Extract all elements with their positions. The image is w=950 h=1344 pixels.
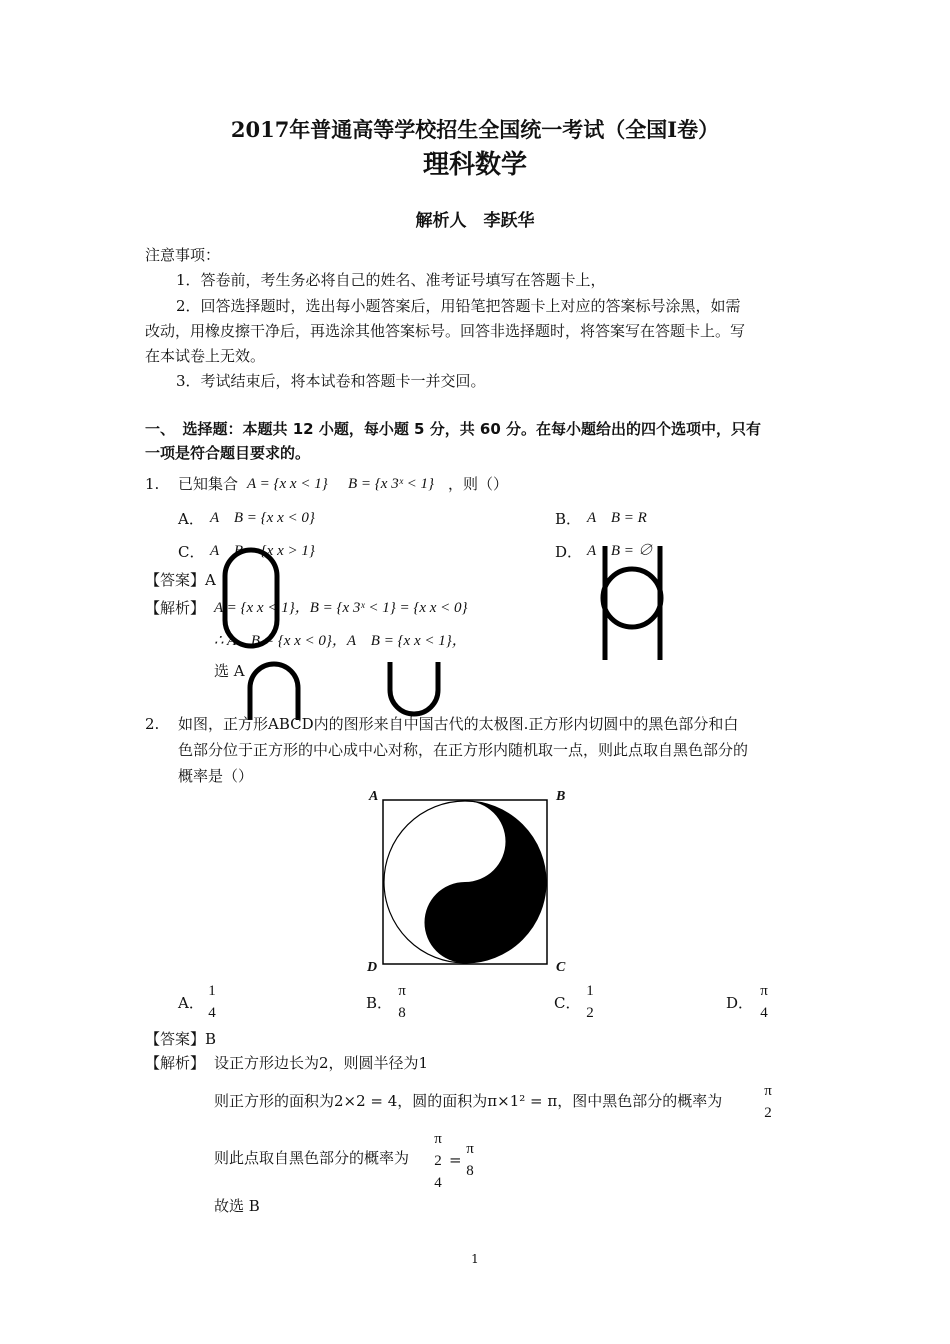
fraction-numerator: π [466, 1141, 474, 1157]
corner-label-d: D [367, 960, 378, 975]
q2-stem-line: 如图，正方形ABCD内的图形来自中国古代的太极图.正方形内切圆中的黑色部分和白 [178, 715, 739, 733]
q2-stem-line: 概率是（） [178, 767, 254, 785]
q2-option-b-label: B． [366, 994, 393, 1012]
page-number: 1 [471, 1252, 479, 1266]
taiji-white-dot [455, 831, 475, 851]
q1-option-d: A B = ∅ [587, 543, 653, 559]
fraction-denominator: 8 [398, 1005, 406, 1021]
q1-option-a: A B = {x x < 0} [210, 510, 315, 526]
q2-compound-fraction [430, 1128, 446, 1194]
section-heading-cont: 一项是符合题目要求的。 [145, 444, 311, 462]
section-heading: 一、 选择题：本题共 12 小题，每小题 5 分，共 60 分。在每小题给出的四个选项中，只有 [145, 420, 762, 438]
q2-option-b-fraction [394, 980, 410, 1024]
q2-conclusion: 故选 B [214, 1197, 260, 1215]
q1-set-a-def: A = {x x < 1} [247, 476, 328, 492]
q2-analysis-fraction [760, 1080, 776, 1124]
q2-analysis-label: 【解析】 [145, 1054, 206, 1072]
q2-number: 2. [145, 715, 160, 733]
fraction-numerator: 1 [208, 983, 216, 999]
q1-stem-pre: 已知集合 [178, 475, 239, 493]
fraction-numerator: π [760, 983, 768, 999]
q1-option-c-label: C． [178, 543, 205, 561]
fraction-denominator: 4 [208, 1005, 216, 1021]
q2-option-a-fraction [204, 980, 220, 1024]
q2-option-d-fraction [756, 980, 772, 1024]
q2-option-c-fraction [582, 980, 598, 1024]
equals-sign: = [449, 1151, 462, 1169]
q1-stem-post: ，则（） [448, 475, 509, 493]
fraction-numerator: 1 [586, 983, 594, 999]
notice-item: 在本试卷上无效。 [145, 347, 266, 365]
fraction-numerator: π [398, 983, 406, 999]
fraction-inner-denominator: 2 [434, 1153, 442, 1169]
fraction-denominator: 8 [466, 1163, 474, 1179]
notice-heading: 注意事项： [145, 246, 221, 264]
q1-analysis-label: 【解析】 [145, 599, 206, 617]
q1-option-c: A B = {x x > 1} [210, 543, 315, 559]
q1-option-a-label: A． [178, 510, 204, 528]
q1-number: 1. [145, 475, 160, 493]
fraction-denominator: 2 [586, 1005, 594, 1021]
fraction-denominator: 4 [434, 1175, 442, 1191]
q1-analysis-line: 选 A [214, 662, 245, 680]
q1-option-b: A B = R [587, 510, 647, 526]
q1-option-d-label: D． [555, 543, 583, 561]
q1-analysis-line: ∴ A B = {x x < 0}，A B = {x x < 1}， [214, 633, 467, 649]
notice-item: 3．考试结束后，将本试卷和答题卡一并交回。 [176, 372, 486, 390]
exam-subtitle: 理科数学 [422, 150, 527, 180]
exam-title: 2017年普通高等学校招生全国统一考试（全国I卷） [230, 117, 720, 142]
q2-option-a-label: A． [178, 994, 204, 1012]
taiji-black-dot [455, 912, 475, 932]
q2-stem-line: 色部分位于正方形的中心成中心对称，在正方形内随机取一点，则此点取自黑色部分的 [178, 741, 749, 759]
q2-analysis-line: 则正方形的面积为2×2 = 4，圆的面积为π×1² = π，图中黑色部分的概率为 [214, 1092, 723, 1110]
notice-item: 1．答卷前，考生务必将自己的姓名、准考证号填写在答题卡上， [176, 271, 606, 289]
corner-label-b: B [556, 789, 566, 804]
q1-set-b-def: B = {x 3ˣ < 1} [348, 476, 435, 492]
author-line: 解析人 李跃华 [415, 211, 535, 231]
fraction-denominator: 4 [760, 1005, 768, 1021]
corner-label-c: C [556, 960, 566, 975]
q2-analysis-line: 则此点取自黑色部分的概率为 [214, 1149, 410, 1167]
corner-label-a: A [369, 789, 379, 804]
q1-option-b-label: B． [555, 510, 582, 528]
q2-result-fraction [462, 1138, 478, 1182]
taiji-figure [370, 786, 570, 976]
notice-item: 2．回答选择题时，选出每小题答案后，用铅笔把答题卡上对应的答案标号涂黑，如需 [176, 297, 741, 315]
q2-option-d-label: D． [726, 994, 754, 1012]
notice-item: 改动，用橡皮擦干净后，再选涂其他答案标号。回答非选择题时，将答案写在答题卡上。写 [145, 322, 746, 340]
fraction-numerator: π [434, 1131, 442, 1147]
q1-answer: 【答案】A [145, 571, 216, 589]
fraction-numerator: π [764, 1083, 772, 1099]
q2-option-c-label: C． [554, 994, 581, 1012]
q2-answer: 【答案】B [145, 1030, 217, 1048]
q1-analysis-line: A = {x x < 1}，B = {x 3ˣ < 1} = {x x < 0} [214, 600, 468, 616]
fraction-denominator: 2 [764, 1105, 772, 1121]
q2-analysis-line: 设正方形边长为2，则圆半径为1 [214, 1054, 429, 1072]
